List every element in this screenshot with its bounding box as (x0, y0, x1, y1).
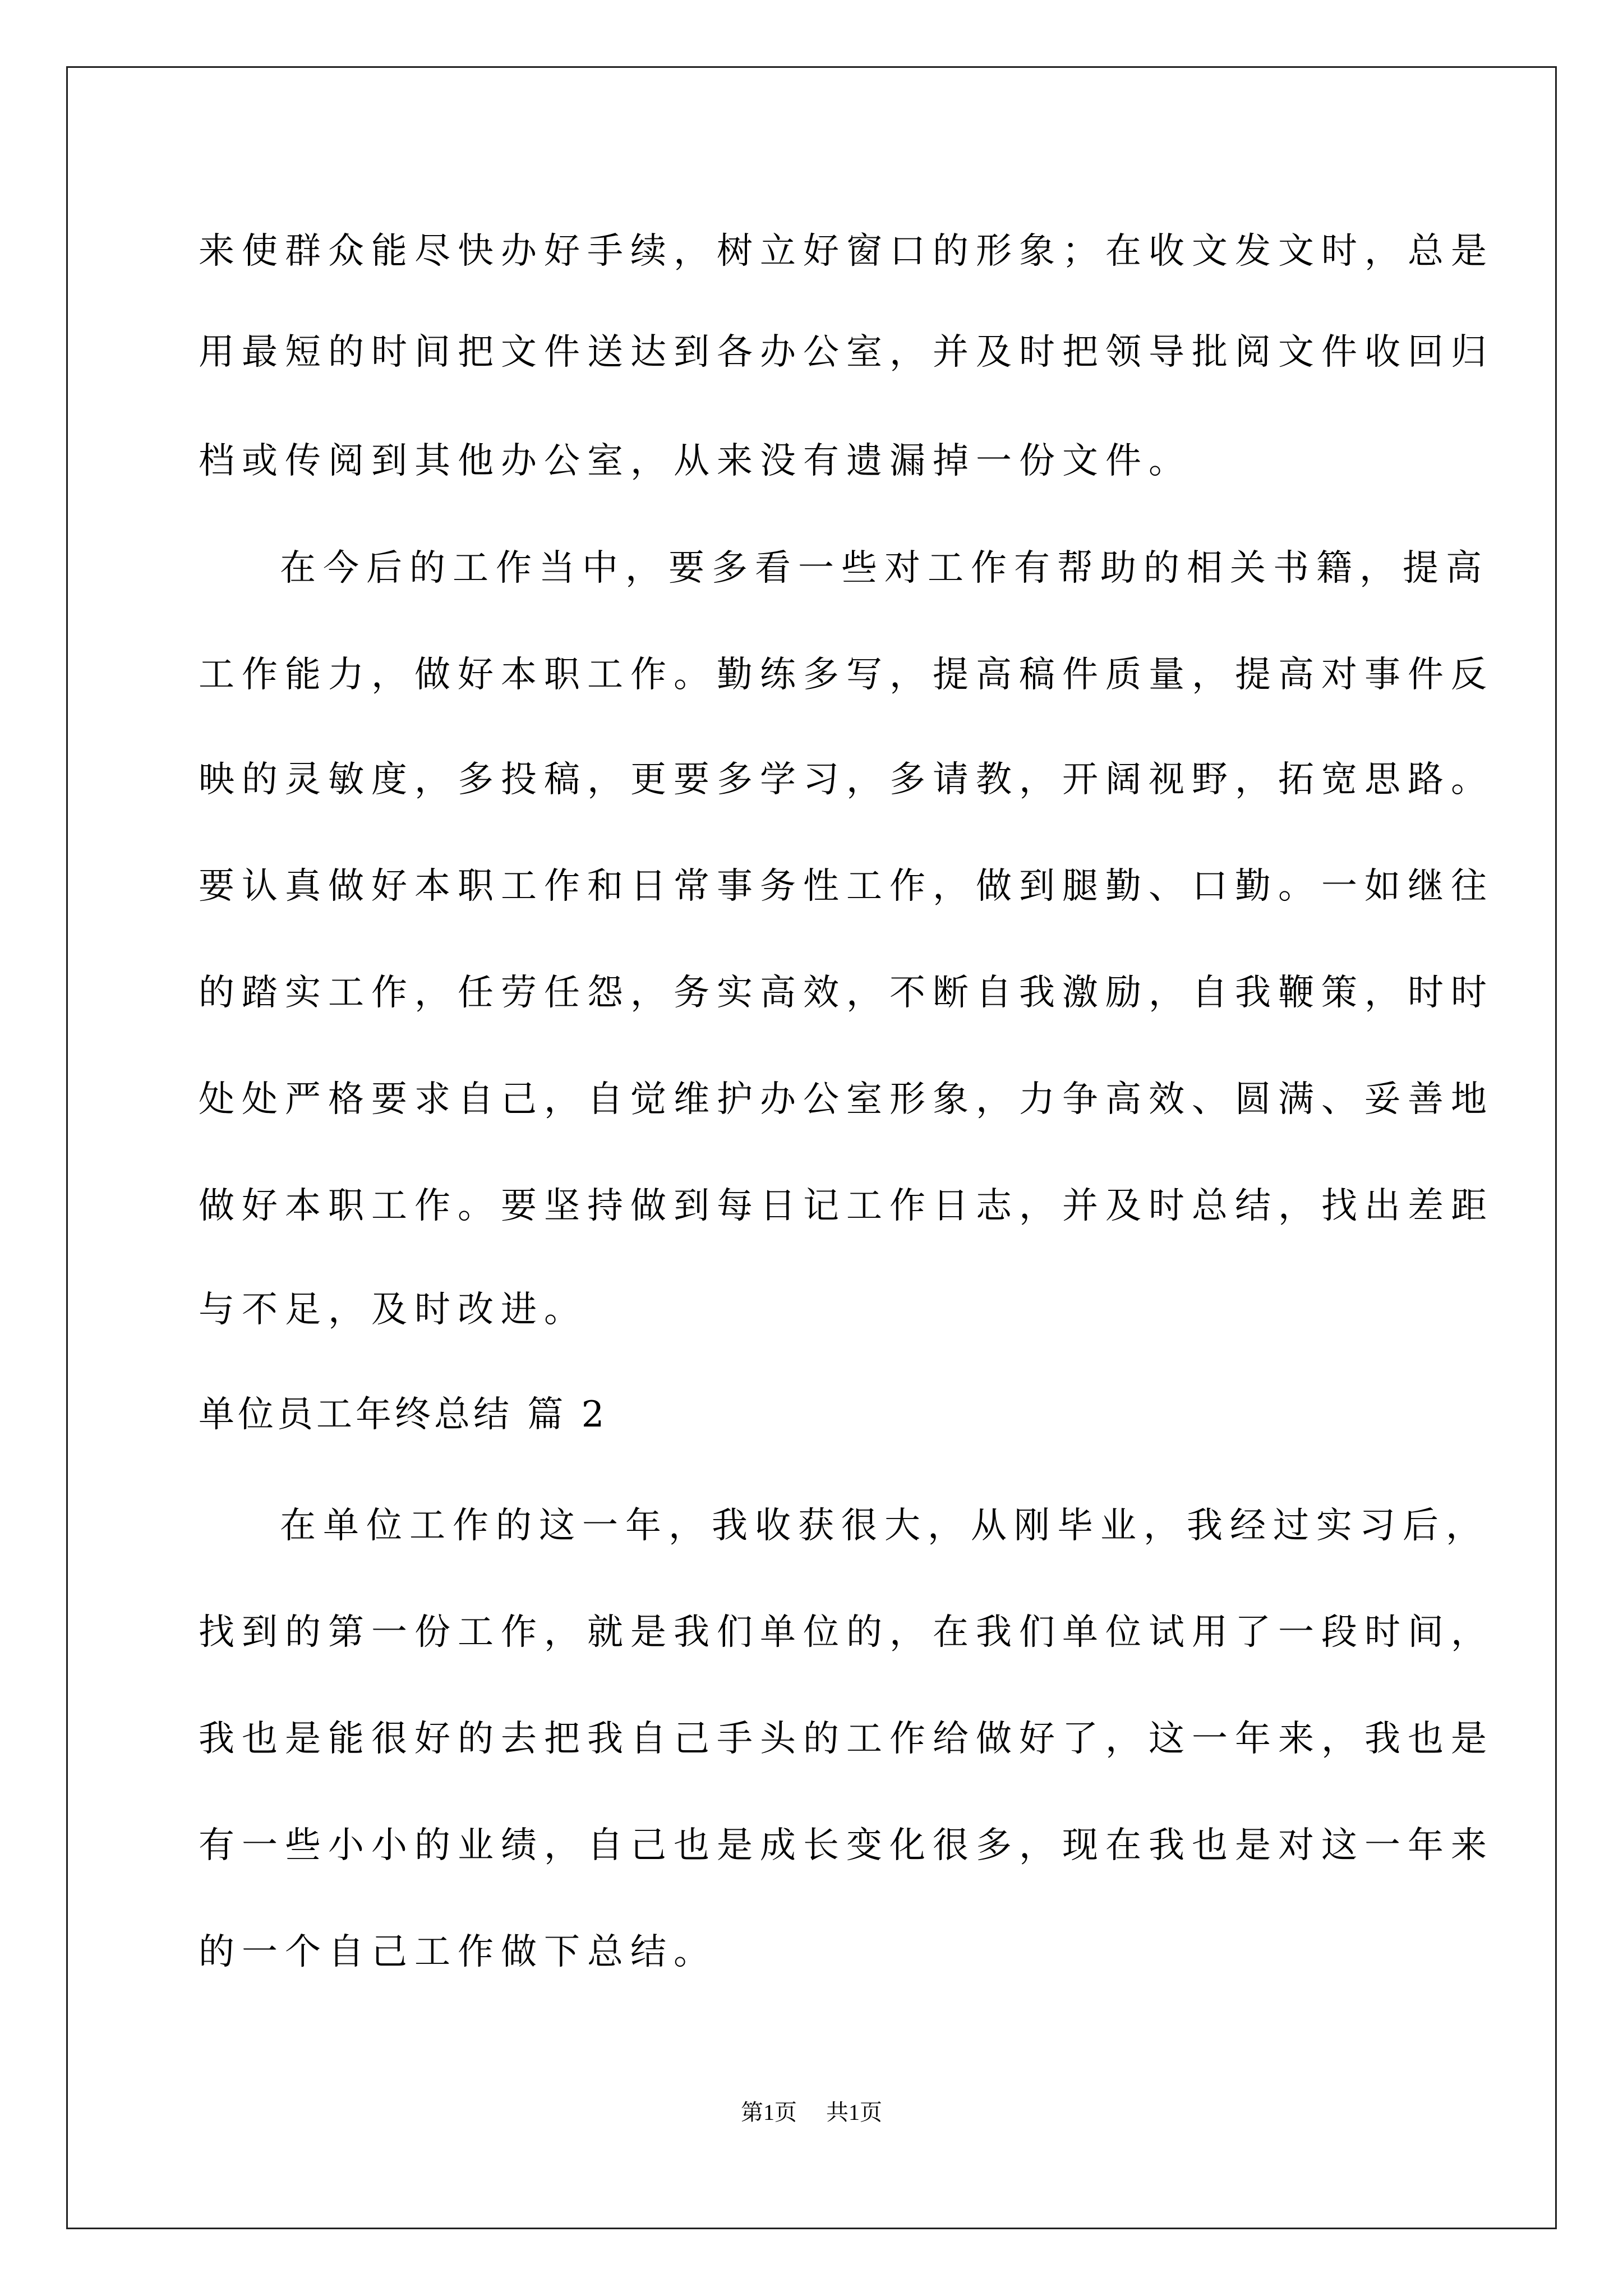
paragraph-line: 做好本职工作。要坚持做到每日记工作日志，并及时总结，找出差距 (199, 1185, 1494, 1227)
page-footer (0, 2098, 1623, 2127)
paragraph-line: 用最短的时间把文件送达到各办公室，并及时把领导批阅文件收回归 (199, 332, 1494, 373)
paragraph-line: 来使群众能尽快办好手续，树立好窗口的形象；在收文发文时，总是 (199, 231, 1494, 272)
paragraph-line: 找到的第一份工作，就是我们单位的，在我们单位试用了一段时间， (199, 1612, 1494, 1653)
paragraph-line: 工作能力，做好本职工作。勤练多写，提高稿件质量，提高对事件反 (199, 654, 1494, 696)
section-heading: 单位员工年终总结 篇 2 (199, 1394, 608, 1435)
total-pages: 共1页 (826, 2100, 882, 2125)
paragraph-line: 档或传阅到其他办公室，从来没有遗漏掉一份文件。 (199, 440, 1192, 482)
page-number: 第1页 (741, 2100, 797, 2125)
paragraph-line: 与不足，及时改进。 (199, 1289, 587, 1331)
paragraph-line: 要认真做好本职工作和日常事务性工作，做到腿勤、口勤。一如继往 (199, 866, 1494, 907)
paragraph-line: 的踏实工作，任劳任怨，务实高效，不断自我激励，自我鞭策，时时 (199, 972, 1494, 1014)
page-border (66, 66, 1557, 2229)
paragraph-line: 处处严格要求自己，自觉维护办公室形象，力争高效、圆满、妥善地 (199, 1079, 1494, 1120)
paragraph-line: 有一些小小的业绩，自己也是成长变化很多，现在我也是对这一年来 (199, 1825, 1494, 1866)
paragraph-line: 在单位工作的这一年，我收获很大，从刚毕业，我经过实习后， (280, 1505, 1489, 1547)
paragraph-line: 在今后的工作当中，要多看一些对工作有帮助的相关书籍，提高 (280, 547, 1489, 589)
paragraph-line: 映的灵敏度，多投稿，更要多学习，多请教，开阔视野，拓宽思路。 (199, 759, 1494, 800)
paragraph-line: 的一个自己工作做下总结。 (199, 1931, 717, 1973)
paragraph-line: 我也是能很好的去把我自己手头的工作给做好了，这一年来，我也是 (199, 1718, 1494, 1760)
